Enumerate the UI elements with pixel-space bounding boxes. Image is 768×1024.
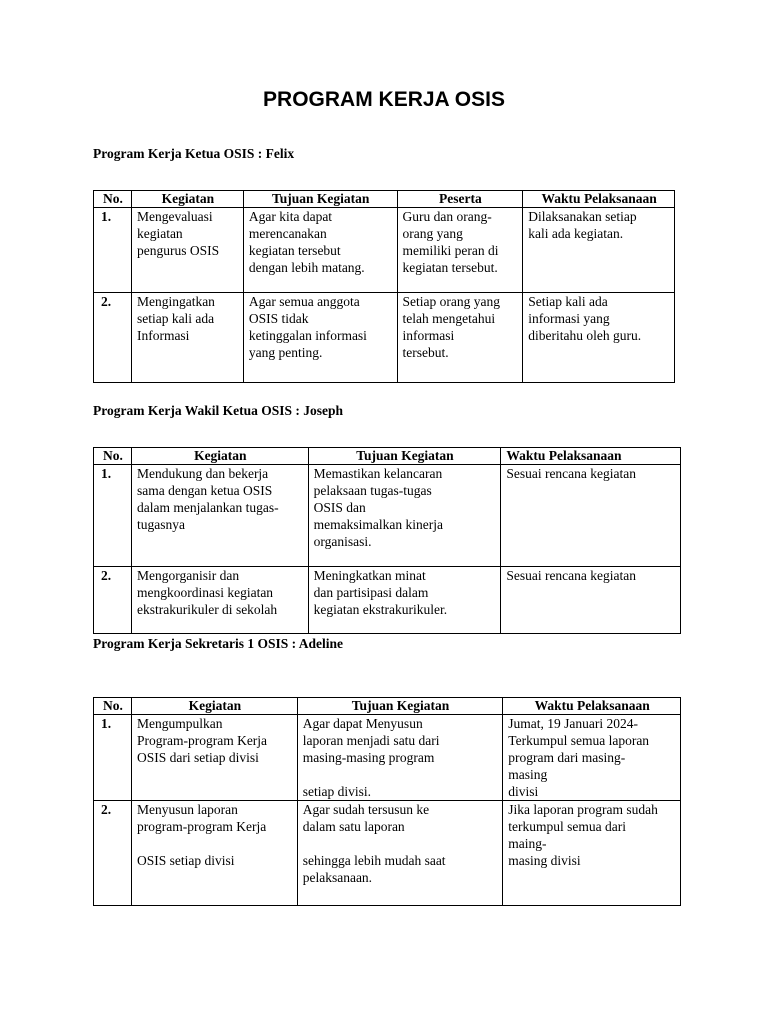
cell-line: OSIS setiap divisi <box>136 853 235 868</box>
cell-tujuan <box>297 801 503 906</box>
cell-line: pelaksaan tugas-tugas <box>313 483 432 498</box>
cell-line: ekstrakurikuler di sekolah <box>136 602 278 617</box>
cell-line: yang penting. <box>248 345 323 360</box>
cell-tujuan <box>297 715 503 801</box>
cell-line: OSIS tidak <box>248 311 309 326</box>
table-row <box>94 567 681 634</box>
cell-line: OSIS dari setiap divisi <box>136 750 259 765</box>
cell-waktu <box>503 801 681 906</box>
cell-line: informasi <box>402 328 455 343</box>
cell-line: masing divisi <box>508 853 581 868</box>
cell-line: Menyusun laporan <box>136 802 238 817</box>
cell-line: Setiap orang yang <box>402 294 501 309</box>
cell-line <box>303 835 499 852</box>
cell-line: sama dengan ketua OSIS <box>136 483 273 498</box>
cell-no: 1. <box>94 208 132 293</box>
cell-line: dalam menjalankan tugas- <box>136 500 279 515</box>
cell-kegiatan <box>131 567 308 634</box>
cell-peserta <box>397 208 523 293</box>
cell-line: dengan lebih matang. <box>248 260 365 275</box>
cell-line: maing- <box>508 836 547 851</box>
cell-line: memiliki peran di <box>402 243 499 258</box>
cell-no: 2. <box>94 567 132 634</box>
cell-line: masing-masing program <box>302 750 435 765</box>
cell-line: merencanakan <box>248 226 327 241</box>
cell-line: laporan menjadi satu dari <box>302 733 440 748</box>
header-tujuan: Tujuan Kegiatan <box>243 191 397 208</box>
cell-line: divisi <box>508 784 539 799</box>
document-title: PROGRAM KERJA OSIS <box>263 88 505 111</box>
section-heading-ketua: Program Kerja Ketua OSIS : Felix <box>93 146 295 161</box>
header-kegiatan: Kegiatan <box>131 448 308 465</box>
cell-line: Mengumpulkan <box>136 716 223 731</box>
cell-line: dalam satu laporan <box>302 819 405 834</box>
cell-line: Memastikan kelancaran <box>313 466 443 481</box>
cell-line: tugasnya <box>136 517 185 532</box>
cell-line <box>303 766 499 783</box>
cell-line: pelaksanaan. <box>302 870 373 885</box>
cell-line: dan partisipasi dalam <box>313 585 429 600</box>
header-tujuan: Tujuan Kegiatan <box>308 448 501 465</box>
cell-kegiatan <box>131 801 297 906</box>
table-row <box>94 293 675 383</box>
cell-line: Dilaksanakan setiap <box>528 209 637 224</box>
cell-waktu <box>501 567 681 634</box>
header-waktu: Waktu Pelaksanaan <box>523 191 675 208</box>
cell-waktu <box>503 715 681 801</box>
cell-kegiatan <box>131 465 308 567</box>
cell-line: OSIS dan <box>313 500 366 515</box>
cell-kegiatan <box>131 715 297 801</box>
cell-line: kali ada kegiatan. <box>528 226 624 241</box>
cell-line: Mengorganisir dan <box>136 568 240 583</box>
cell-line: Agar sudah tersusun ke <box>302 802 430 817</box>
header-kegiatan: Kegiatan <box>131 698 297 715</box>
cell-line: kegiatan tersebut <box>248 243 341 258</box>
cell-line: setiap divisi. <box>302 784 371 799</box>
cell-line: Jumat, 19 Januari 2024- <box>508 716 639 731</box>
header-no: No. <box>94 698 132 715</box>
cell-line: Sesuai rencana kegiatan <box>506 466 637 481</box>
cell-waktu <box>501 465 681 567</box>
cell-line: terkumpul semua dari <box>508 819 627 834</box>
cell-line: Jika laporan program sudah <box>508 802 658 817</box>
table-header-row <box>94 448 681 465</box>
cell-line <box>137 835 293 852</box>
cell-no: 2. <box>94 293 132 383</box>
cell-waktu <box>523 208 675 293</box>
header-no: No. <box>94 191 132 208</box>
cell-line: Setiap kali ada <box>528 294 608 309</box>
cell-kegiatan <box>131 208 243 293</box>
section-heading-wakil: Program Kerja Wakil Ketua OSIS : Joseph <box>93 403 344 418</box>
cell-line: memaksimalkan kinerja <box>313 517 444 532</box>
cell-no: 1. <box>94 465 132 567</box>
table-row <box>94 208 675 293</box>
cell-no: 2. <box>94 801 132 906</box>
cell-line: Agar kita dapat <box>248 209 333 224</box>
cell-line: Informasi <box>136 328 190 343</box>
table-ketua <box>93 190 675 383</box>
header-no: No. <box>94 448 132 465</box>
cell-line: pengurus OSIS <box>136 243 220 258</box>
cell-line: Program-program Kerja <box>136 733 268 748</box>
cell-line: Mendukung dan bekerja <box>136 466 269 481</box>
header-kegiatan: Kegiatan <box>131 191 243 208</box>
cell-line: Sesuai rencana kegiatan <box>506 568 637 583</box>
cell-line: Mengevaluasi <box>136 209 213 224</box>
cell-line: Guru dan orang- <box>402 209 492 224</box>
cell-line: kegiatan <box>136 226 183 241</box>
cell-line: masing <box>508 767 548 782</box>
cell-line: Agar dapat Menyusun <box>302 716 423 731</box>
table-row <box>94 715 681 801</box>
cell-line: diberitahu oleh guru. <box>528 328 642 343</box>
cell-waktu <box>523 293 675 383</box>
table-row <box>94 801 681 906</box>
header-waktu: Waktu Pelaksanaan <box>501 448 681 465</box>
cell-line: setiap kali ada <box>136 311 215 326</box>
cell-line: organisasi. <box>313 534 372 549</box>
cell-tujuan <box>243 293 397 383</box>
header-peserta: Peserta <box>397 191 523 208</box>
cell-line: Terkumpul semua laporan <box>508 733 650 748</box>
table-header-row <box>94 698 681 715</box>
table-sekretaris <box>93 697 681 906</box>
cell-kegiatan <box>131 293 243 383</box>
header-tujuan: Tujuan Kegiatan <box>297 698 503 715</box>
cell-line: ketinggalan informasi <box>248 328 367 343</box>
header-waktu: Waktu Pelaksanaan <box>503 698 681 715</box>
cell-line: program dari masing- <box>508 750 626 765</box>
cell-line: orang yang <box>402 226 463 241</box>
cell-line: Mengingatkan <box>136 294 215 309</box>
cell-line: Agar semua anggota <box>248 294 360 309</box>
cell-line: sehingga lebih mudah saat <box>302 853 446 868</box>
cell-peserta <box>397 293 523 383</box>
table-row <box>94 465 681 567</box>
cell-tujuan <box>308 465 501 567</box>
cell-line: tersebut. <box>402 345 449 360</box>
cell-tujuan <box>243 208 397 293</box>
table-wakil <box>93 447 681 634</box>
cell-tujuan <box>308 567 501 634</box>
cell-line: kegiatan tersebut. <box>402 260 498 275</box>
cell-line: Meningkatkan minat <box>313 568 426 583</box>
section-heading-sekretaris: Program Kerja Sekretaris 1 OSIS : Adeline <box>93 636 343 651</box>
cell-line: informasi yang <box>528 311 610 326</box>
cell-line: mengkoordinasi kegiatan <box>136 585 274 600</box>
cell-line: program-program Kerja <box>136 819 267 834</box>
cell-line: kegiatan ekstrakurikuler. <box>313 602 448 617</box>
table-header-row <box>94 191 675 208</box>
cell-line: telah mengetahui <box>402 311 496 326</box>
cell-no: 1. <box>94 715 132 801</box>
